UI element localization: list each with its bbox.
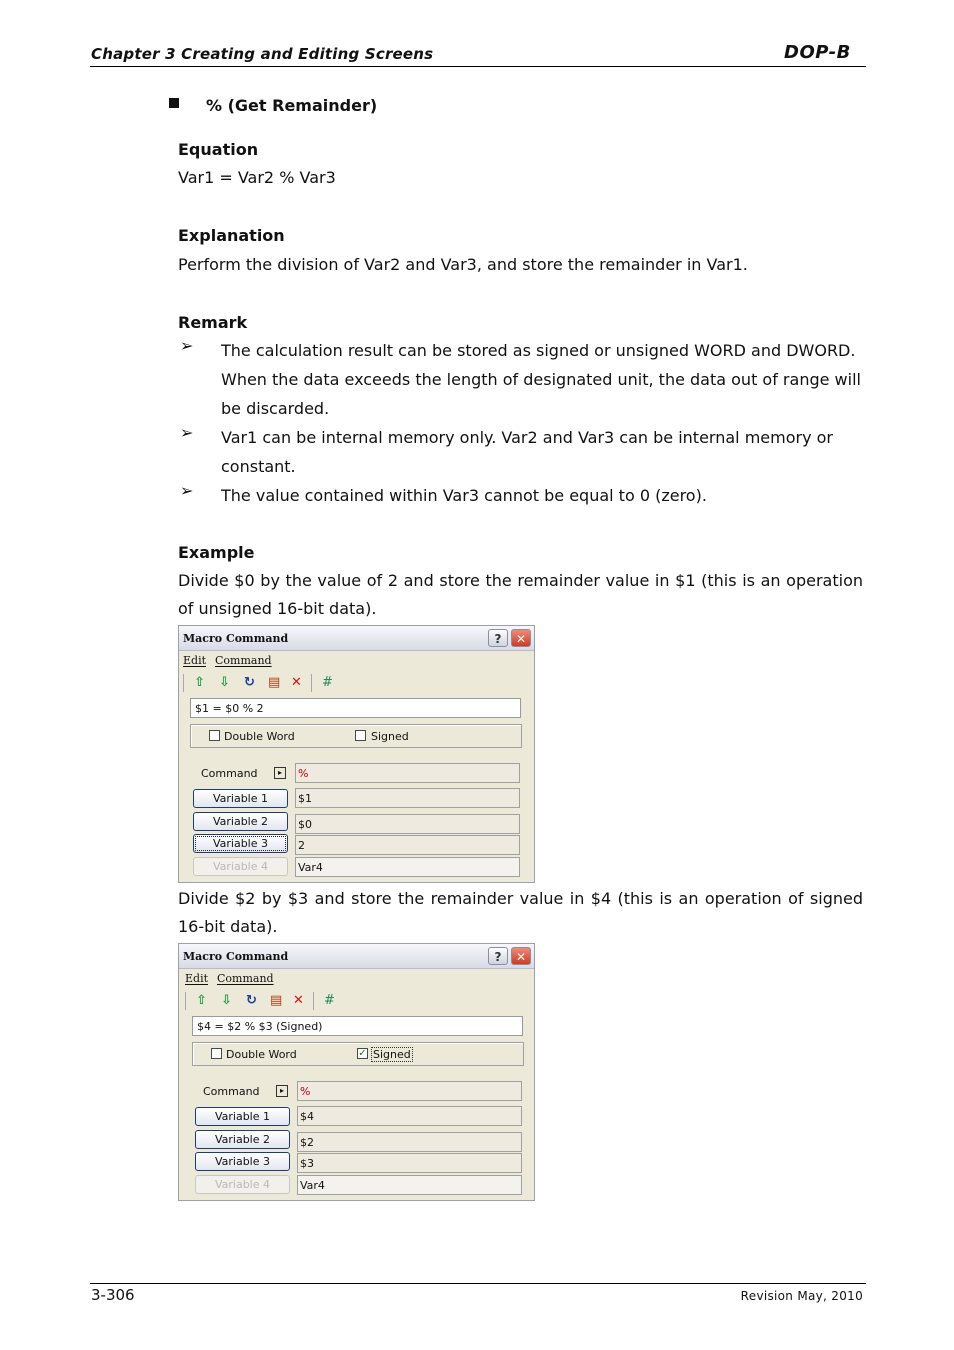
square-bullet-icon: [169, 98, 179, 108]
remark-line: The value contained within Var3 cannot be equal to 0 (zero).: [221, 486, 707, 505]
menu-bar: [185, 972, 283, 985]
delete-icon[interactable]: ✕: [291, 675, 302, 690]
variable-1-button[interactable]: Variable 1: [195, 1107, 290, 1126]
section-title: % (Get Remainder): [206, 96, 378, 115]
remark-item-2: [180, 423, 880, 483]
signed-label: Signed: [373, 1048, 411, 1061]
menu-edit[interactable]: Edit: [183, 654, 207, 667]
double-word-label: Double Word: [226, 1048, 297, 1061]
signed-checkbox[interactable]: [357, 1048, 368, 1059]
double-word-label: Double Word: [224, 730, 295, 743]
variable-2-button[interactable]: Variable 2: [195, 1130, 290, 1149]
menu-bar: [183, 654, 281, 667]
variable-1-field[interactable]: $1: [295, 788, 520, 808]
variable-1-button[interactable]: Variable 1: [193, 789, 288, 808]
arrow-bullet-icon: ➢: [180, 423, 194, 442]
command-label: Command: [203, 1085, 260, 1098]
remark-line: Var1 can be internal memory only. Var2 and Var3 can be internal memory or: [221, 428, 833, 447]
hash-icon[interactable]: #: [324, 993, 335, 1008]
refresh-icon[interactable]: ↻: [246, 993, 257, 1008]
close-button[interactable]: ✕: [511, 947, 531, 965]
macro-command-dialog: [178, 943, 535, 1201]
move-up-icon[interactable]: ⇧: [196, 993, 207, 1008]
remark-item-text: [221, 336, 871, 423]
remark-item-3: [180, 481, 880, 511]
variable-2-button[interactable]: Variable 2: [193, 812, 288, 831]
move-down-icon[interactable]: ⇩: [219, 675, 230, 690]
dialog-title: Macro Command: [183, 632, 289, 645]
command-arrow-icon[interactable]: ▸: [276, 1085, 288, 1097]
macro-command-dialog: [178, 625, 535, 883]
toolbar-separator: [183, 674, 184, 692]
footer-divider: [90, 1283, 866, 1284]
toolbar-separator: [313, 992, 314, 1010]
command-label: Command: [201, 767, 258, 780]
help-button[interactable]: ?: [488, 629, 508, 647]
variable-3-field[interactable]: $3: [297, 1153, 522, 1173]
options-group: [192, 1042, 524, 1066]
delete-icon[interactable]: ✕: [293, 993, 304, 1008]
explanation-text: Perform the division of Var2 and Var3, and store the remainder in Var1.: [178, 255, 748, 274]
example-paragraph-1: Divide $0 by the value of 2 and store the remainder value in $1 (this is an operation of unsigned 16-bit data).: [178, 571, 863, 618]
equation-heading: Equation: [178, 140, 259, 159]
variable-1-field[interactable]: $4: [297, 1106, 522, 1126]
variable-3-field[interactable]: 2: [295, 835, 520, 855]
chapter-title: Chapter 3 Creating and Editing Screens: [91, 45, 434, 63]
menu-command[interactable]: Command: [215, 654, 272, 667]
equation-text: Var1 = Var2 % Var3: [178, 168, 336, 187]
arrow-bullet-icon: ➢: [180, 481, 194, 500]
signed-label: Signed: [371, 730, 409, 743]
move-down-icon[interactable]: ⇩: [221, 993, 232, 1008]
remark-item-text: [221, 423, 871, 481]
dialog-title: Macro Command: [183, 950, 289, 963]
toolbar-separator: [185, 992, 186, 1010]
toolbar: [183, 672, 523, 694]
variable-4-field: Var4: [295, 857, 520, 877]
hash-icon[interactable]: #: [322, 675, 333, 690]
variable-4-button: Variable 4: [193, 857, 288, 876]
remark-item-text: [221, 481, 871, 510]
example-heading: Example: [178, 543, 255, 562]
double-word-checkbox[interactable]: [211, 1048, 222, 1059]
move-up-icon[interactable]: ⇧: [194, 675, 205, 690]
variable-2-field[interactable]: $2: [297, 1132, 522, 1152]
brand-logo: DOP-B: [784, 42, 851, 63]
remark-line: When the data exceeds the length of designated unit, the data out of range will: [221, 370, 861, 389]
variable-2-field[interactable]: $0: [295, 814, 520, 834]
header-divider: [90, 66, 866, 67]
variable-4-button: Variable 4: [195, 1175, 290, 1194]
equation-field[interactable]: $1 = $0 % 2: [190, 698, 521, 718]
checkmark-icon: ✓: [358, 1048, 367, 1059]
toolbar: [185, 990, 525, 1012]
dialog-titlebar: [179, 944, 534, 969]
remark-heading: Remark: [178, 313, 248, 332]
help-button[interactable]: ?: [488, 947, 508, 965]
command-arrow-icon[interactable]: ▸: [274, 767, 286, 779]
variable-4-field: Var4: [297, 1175, 522, 1195]
menu-edit[interactable]: Edit: [185, 972, 209, 985]
explanation-heading: Explanation: [178, 226, 285, 245]
menu-command[interactable]: Command: [217, 972, 274, 985]
command-field[interactable]: %: [297, 1081, 522, 1101]
command-field[interactable]: %: [295, 763, 520, 783]
close-button[interactable]: ✕: [511, 629, 531, 647]
dialog-titlebar: [179, 626, 534, 651]
double-word-checkbox[interactable]: [209, 730, 220, 741]
remark-line: The calculation result can be stored as signed or unsigned WORD and DWORD.: [221, 341, 856, 360]
equation-field[interactable]: $4 = $2 % $3 (Signed): [192, 1016, 523, 1036]
example-paragraph-2: Divide $2 by $3 and store the remainder value in $4 (this is an operation of signed 16-bit data).: [178, 889, 863, 936]
remark-line: constant.: [221, 457, 296, 476]
arrow-bullet-icon: ➢: [180, 336, 194, 355]
signed-checkbox[interactable]: [355, 730, 366, 741]
remark-line: be discarded.: [221, 399, 330, 418]
remark-item-1: [180, 336, 880, 426]
save-icon[interactable]: ▤: [268, 675, 281, 690]
toolbar-separator: [311, 674, 312, 692]
variable-3-button[interactable]: Variable 3: [195, 1152, 290, 1171]
options-group: [190, 724, 522, 748]
variable-3-button[interactable]: Variable 3: [193, 834, 288, 853]
revision-date: Revision May, 2010: [740, 1289, 863, 1303]
refresh-icon[interactable]: ↻: [244, 675, 255, 690]
page-number: 3-306: [91, 1286, 135, 1304]
save-icon[interactable]: ▤: [270, 993, 283, 1008]
